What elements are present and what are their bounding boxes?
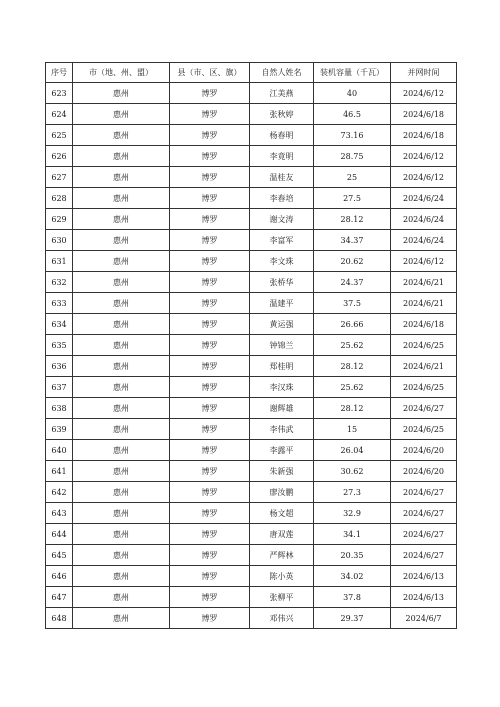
cell-installed-capacity: 73.16 [314, 125, 391, 146]
pv-installation-table [45, 62, 457, 629]
cell-grid-connection-date: 2024/6/25 [391, 419, 457, 440]
cell-city: 惠州 [73, 398, 170, 419]
cell-county: 博罗 [170, 104, 250, 125]
cell-grid-connection-date: 2024/6/25 [391, 335, 457, 356]
cell-grid-connection-date: 2024/6/12 [391, 83, 457, 104]
header-grid-connection-date: 并网时间 [391, 63, 457, 83]
cell-serial-number: 625 [46, 125, 73, 146]
cell-county: 博罗 [170, 314, 250, 335]
table-row [46, 335, 457, 356]
cell-serial-number: 631 [46, 251, 73, 272]
cell-city: 惠州 [73, 461, 170, 482]
cell-grid-connection-date: 2024/6/13 [391, 566, 457, 587]
cell-person-name: 郑桂明 [250, 356, 314, 377]
table-row [46, 209, 457, 230]
cell-grid-connection-date: 2024/6/24 [391, 209, 457, 230]
cell-county: 博罗 [170, 230, 250, 251]
cell-person-name: 杨文超 [250, 503, 314, 524]
cell-county: 博罗 [170, 209, 250, 230]
cell-county: 博罗 [170, 566, 250, 587]
cell-city: 惠州 [73, 419, 170, 440]
cell-county: 博罗 [170, 398, 250, 419]
cell-city: 惠州 [73, 608, 170, 629]
header-installed-capacity: 装机容量（千瓦） [314, 63, 391, 83]
table-row [46, 104, 457, 125]
cell-city: 惠州 [73, 440, 170, 461]
cell-serial-number: 633 [46, 293, 73, 314]
cell-serial-number: 642 [46, 482, 73, 503]
cell-installed-capacity: 26.04 [314, 440, 391, 461]
cell-person-name: 李汉珠 [250, 377, 314, 398]
cell-county: 博罗 [170, 545, 250, 566]
cell-county: 博罗 [170, 587, 250, 608]
cell-serial-number: 632 [46, 272, 73, 293]
cell-serial-number: 638 [46, 398, 73, 419]
cell-installed-capacity: 27.3 [314, 482, 391, 503]
cell-installed-capacity: 24.37 [314, 272, 391, 293]
cell-installed-capacity: 25 [314, 167, 391, 188]
cell-grid-connection-date: 2024/6/21 [391, 272, 457, 293]
cell-serial-number: 640 [46, 440, 73, 461]
cell-serial-number: 635 [46, 335, 73, 356]
cell-county: 博罗 [170, 293, 250, 314]
cell-county: 博罗 [170, 251, 250, 272]
header-city: 市（地、州、盟） [73, 63, 170, 83]
cell-installed-capacity: 37.5 [314, 293, 391, 314]
cell-county: 博罗 [170, 440, 250, 461]
cell-installed-capacity: 20.62 [314, 251, 391, 272]
cell-serial-number: 634 [46, 314, 73, 335]
table-row [46, 587, 457, 608]
cell-installed-capacity: 30.62 [314, 461, 391, 482]
table-row [46, 125, 457, 146]
cell-installed-capacity: 15 [314, 419, 391, 440]
table-row [46, 188, 457, 209]
cell-person-name: 唐双莲 [250, 524, 314, 545]
cell-serial-number: 629 [46, 209, 73, 230]
cell-county: 博罗 [170, 167, 250, 188]
cell-city: 惠州 [73, 230, 170, 251]
cell-person-name: 李富军 [250, 230, 314, 251]
cell-grid-connection-date: 2024/6/18 [391, 125, 457, 146]
header-person-name: 自然人姓名 [250, 63, 314, 83]
cell-person-name: 谢辉雄 [250, 398, 314, 419]
cell-installed-capacity: 46.5 [314, 104, 391, 125]
cell-installed-capacity: 32.9 [314, 503, 391, 524]
cell-grid-connection-date: 2024/6/27 [391, 398, 457, 419]
cell-city: 惠州 [73, 566, 170, 587]
cell-person-name: 黄运强 [250, 314, 314, 335]
table-row [46, 419, 457, 440]
cell-grid-connection-date: 2024/6/27 [391, 545, 457, 566]
cell-serial-number: 637 [46, 377, 73, 398]
table-row [46, 356, 457, 377]
cell-city: 惠州 [73, 503, 170, 524]
cell-installed-capacity: 28.12 [314, 398, 391, 419]
cell-county: 博罗 [170, 83, 250, 104]
cell-person-name: 李竟明 [250, 146, 314, 167]
table-header-row [46, 63, 457, 83]
cell-city: 惠州 [73, 104, 170, 125]
cell-county: 博罗 [170, 608, 250, 629]
cell-serial-number: 643 [46, 503, 73, 524]
cell-grid-connection-date: 2024/6/18 [391, 104, 457, 125]
table-row [46, 251, 457, 272]
cell-serial-number: 626 [46, 146, 73, 167]
cell-serial-number: 628 [46, 188, 73, 209]
table-row [46, 545, 457, 566]
cell-person-name: 杨春明 [250, 125, 314, 146]
table-row [46, 167, 457, 188]
cell-county: 博罗 [170, 503, 250, 524]
cell-county: 博罗 [170, 188, 250, 209]
cell-serial-number: 641 [46, 461, 73, 482]
cell-county: 博罗 [170, 377, 250, 398]
cell-grid-connection-date: 2024/6/12 [391, 146, 457, 167]
table-row [46, 314, 457, 335]
table-row [46, 503, 457, 524]
cell-person-name: 钟锦兰 [250, 335, 314, 356]
table-row [46, 524, 457, 545]
cell-serial-number: 636 [46, 356, 73, 377]
cell-city: 惠州 [73, 146, 170, 167]
cell-installed-capacity: 34.37 [314, 230, 391, 251]
cell-installed-capacity: 34.02 [314, 566, 391, 587]
cell-installed-capacity: 28.12 [314, 356, 391, 377]
cell-grid-connection-date: 2024/6/7 [391, 608, 457, 629]
cell-person-name: 邓伟兴 [250, 608, 314, 629]
cell-installed-capacity: 25.62 [314, 377, 391, 398]
cell-person-name: 李文珠 [250, 251, 314, 272]
cell-installed-capacity: 27.5 [314, 188, 391, 209]
table-row [46, 461, 457, 482]
cell-person-name: 江美燕 [250, 83, 314, 104]
cell-city: 惠州 [73, 314, 170, 335]
cell-city: 惠州 [73, 83, 170, 104]
cell-grid-connection-date: 2024/6/13 [391, 587, 457, 608]
cell-serial-number: 623 [46, 83, 73, 104]
cell-city: 惠州 [73, 167, 170, 188]
table-row [46, 146, 457, 167]
cell-city: 惠州 [73, 377, 170, 398]
table-row [46, 377, 457, 398]
cell-grid-connection-date: 2024/6/21 [391, 293, 457, 314]
table-body [46, 83, 457, 629]
cell-person-name: 张秋婷 [250, 104, 314, 125]
cell-serial-number: 647 [46, 587, 73, 608]
cell-city: 惠州 [73, 545, 170, 566]
cell-city: 惠州 [73, 524, 170, 545]
cell-county: 博罗 [170, 146, 250, 167]
cell-serial-number: 639 [46, 419, 73, 440]
cell-installed-capacity: 40 [314, 83, 391, 104]
cell-serial-number: 644 [46, 524, 73, 545]
cell-grid-connection-date: 2024/6/27 [391, 524, 457, 545]
cell-person-name: 温建平 [250, 293, 314, 314]
cell-city: 惠州 [73, 482, 170, 503]
cell-grid-connection-date: 2024/6/18 [391, 314, 457, 335]
cell-person-name: 朱新强 [250, 461, 314, 482]
cell-county: 博罗 [170, 335, 250, 356]
cell-installed-capacity: 25.62 [314, 335, 391, 356]
header-county: 县（市、区、旗） [170, 63, 250, 83]
table-row [46, 440, 457, 461]
header-serial-number: 序号 [46, 63, 73, 83]
cell-county: 博罗 [170, 419, 250, 440]
cell-grid-connection-date: 2024/6/25 [391, 377, 457, 398]
table-row [46, 608, 457, 629]
cell-grid-connection-date: 2024/6/24 [391, 230, 457, 251]
table-row [46, 482, 457, 503]
table-row [46, 566, 457, 587]
cell-county: 博罗 [170, 272, 250, 293]
cell-person-name: 廖汝鹏 [250, 482, 314, 503]
cell-city: 惠州 [73, 251, 170, 272]
cell-serial-number: 624 [46, 104, 73, 125]
cell-serial-number: 630 [46, 230, 73, 251]
cell-grid-connection-date: 2024/6/24 [391, 188, 457, 209]
cell-person-name: 陈小英 [250, 566, 314, 587]
cell-person-name: 李伟武 [250, 419, 314, 440]
cell-person-name: 李春培 [250, 188, 314, 209]
table-row [46, 83, 457, 104]
cell-person-name: 李露平 [250, 440, 314, 461]
cell-grid-connection-date: 2024/6/12 [391, 251, 457, 272]
table-row [46, 272, 457, 293]
cell-installed-capacity: 29.37 [314, 608, 391, 629]
cell-serial-number: 646 [46, 566, 73, 587]
cell-county: 博罗 [170, 482, 250, 503]
cell-installed-capacity: 28.75 [314, 146, 391, 167]
cell-city: 惠州 [73, 335, 170, 356]
cell-grid-connection-date: 2024/6/12 [391, 167, 457, 188]
cell-city: 惠州 [73, 125, 170, 146]
cell-city: 惠州 [73, 293, 170, 314]
cell-installed-capacity: 28.12 [314, 209, 391, 230]
cell-serial-number: 645 [46, 545, 73, 566]
cell-grid-connection-date: 2024/6/27 [391, 482, 457, 503]
cell-grid-connection-date: 2024/6/20 [391, 461, 457, 482]
cell-county: 博罗 [170, 356, 250, 377]
cell-person-name: 谢文涛 [250, 209, 314, 230]
document-page [45, 62, 456, 629]
cell-grid-connection-date: 2024/6/21 [391, 356, 457, 377]
cell-city: 惠州 [73, 356, 170, 377]
cell-serial-number: 627 [46, 167, 73, 188]
cell-city: 惠州 [73, 188, 170, 209]
cell-serial-number: 648 [46, 608, 73, 629]
cell-grid-connection-date: 2024/6/20 [391, 440, 457, 461]
cell-person-name: 严辉林 [250, 545, 314, 566]
cell-county: 博罗 [170, 125, 250, 146]
cell-city: 惠州 [73, 587, 170, 608]
cell-person-name: 张桥华 [250, 272, 314, 293]
cell-county: 博罗 [170, 524, 250, 545]
cell-city: 惠州 [73, 272, 170, 293]
cell-city: 惠州 [73, 209, 170, 230]
cell-installed-capacity: 26.66 [314, 314, 391, 335]
cell-grid-connection-date: 2024/6/27 [391, 503, 457, 524]
cell-installed-capacity: 34.1 [314, 524, 391, 545]
table-row [46, 293, 457, 314]
cell-person-name: 张柳平 [250, 587, 314, 608]
table-row [46, 398, 457, 419]
table-row [46, 230, 457, 251]
cell-person-name: 温桂友 [250, 167, 314, 188]
cell-installed-capacity: 20.35 [314, 545, 391, 566]
cell-county: 博罗 [170, 461, 250, 482]
cell-installed-capacity: 37.8 [314, 587, 391, 608]
